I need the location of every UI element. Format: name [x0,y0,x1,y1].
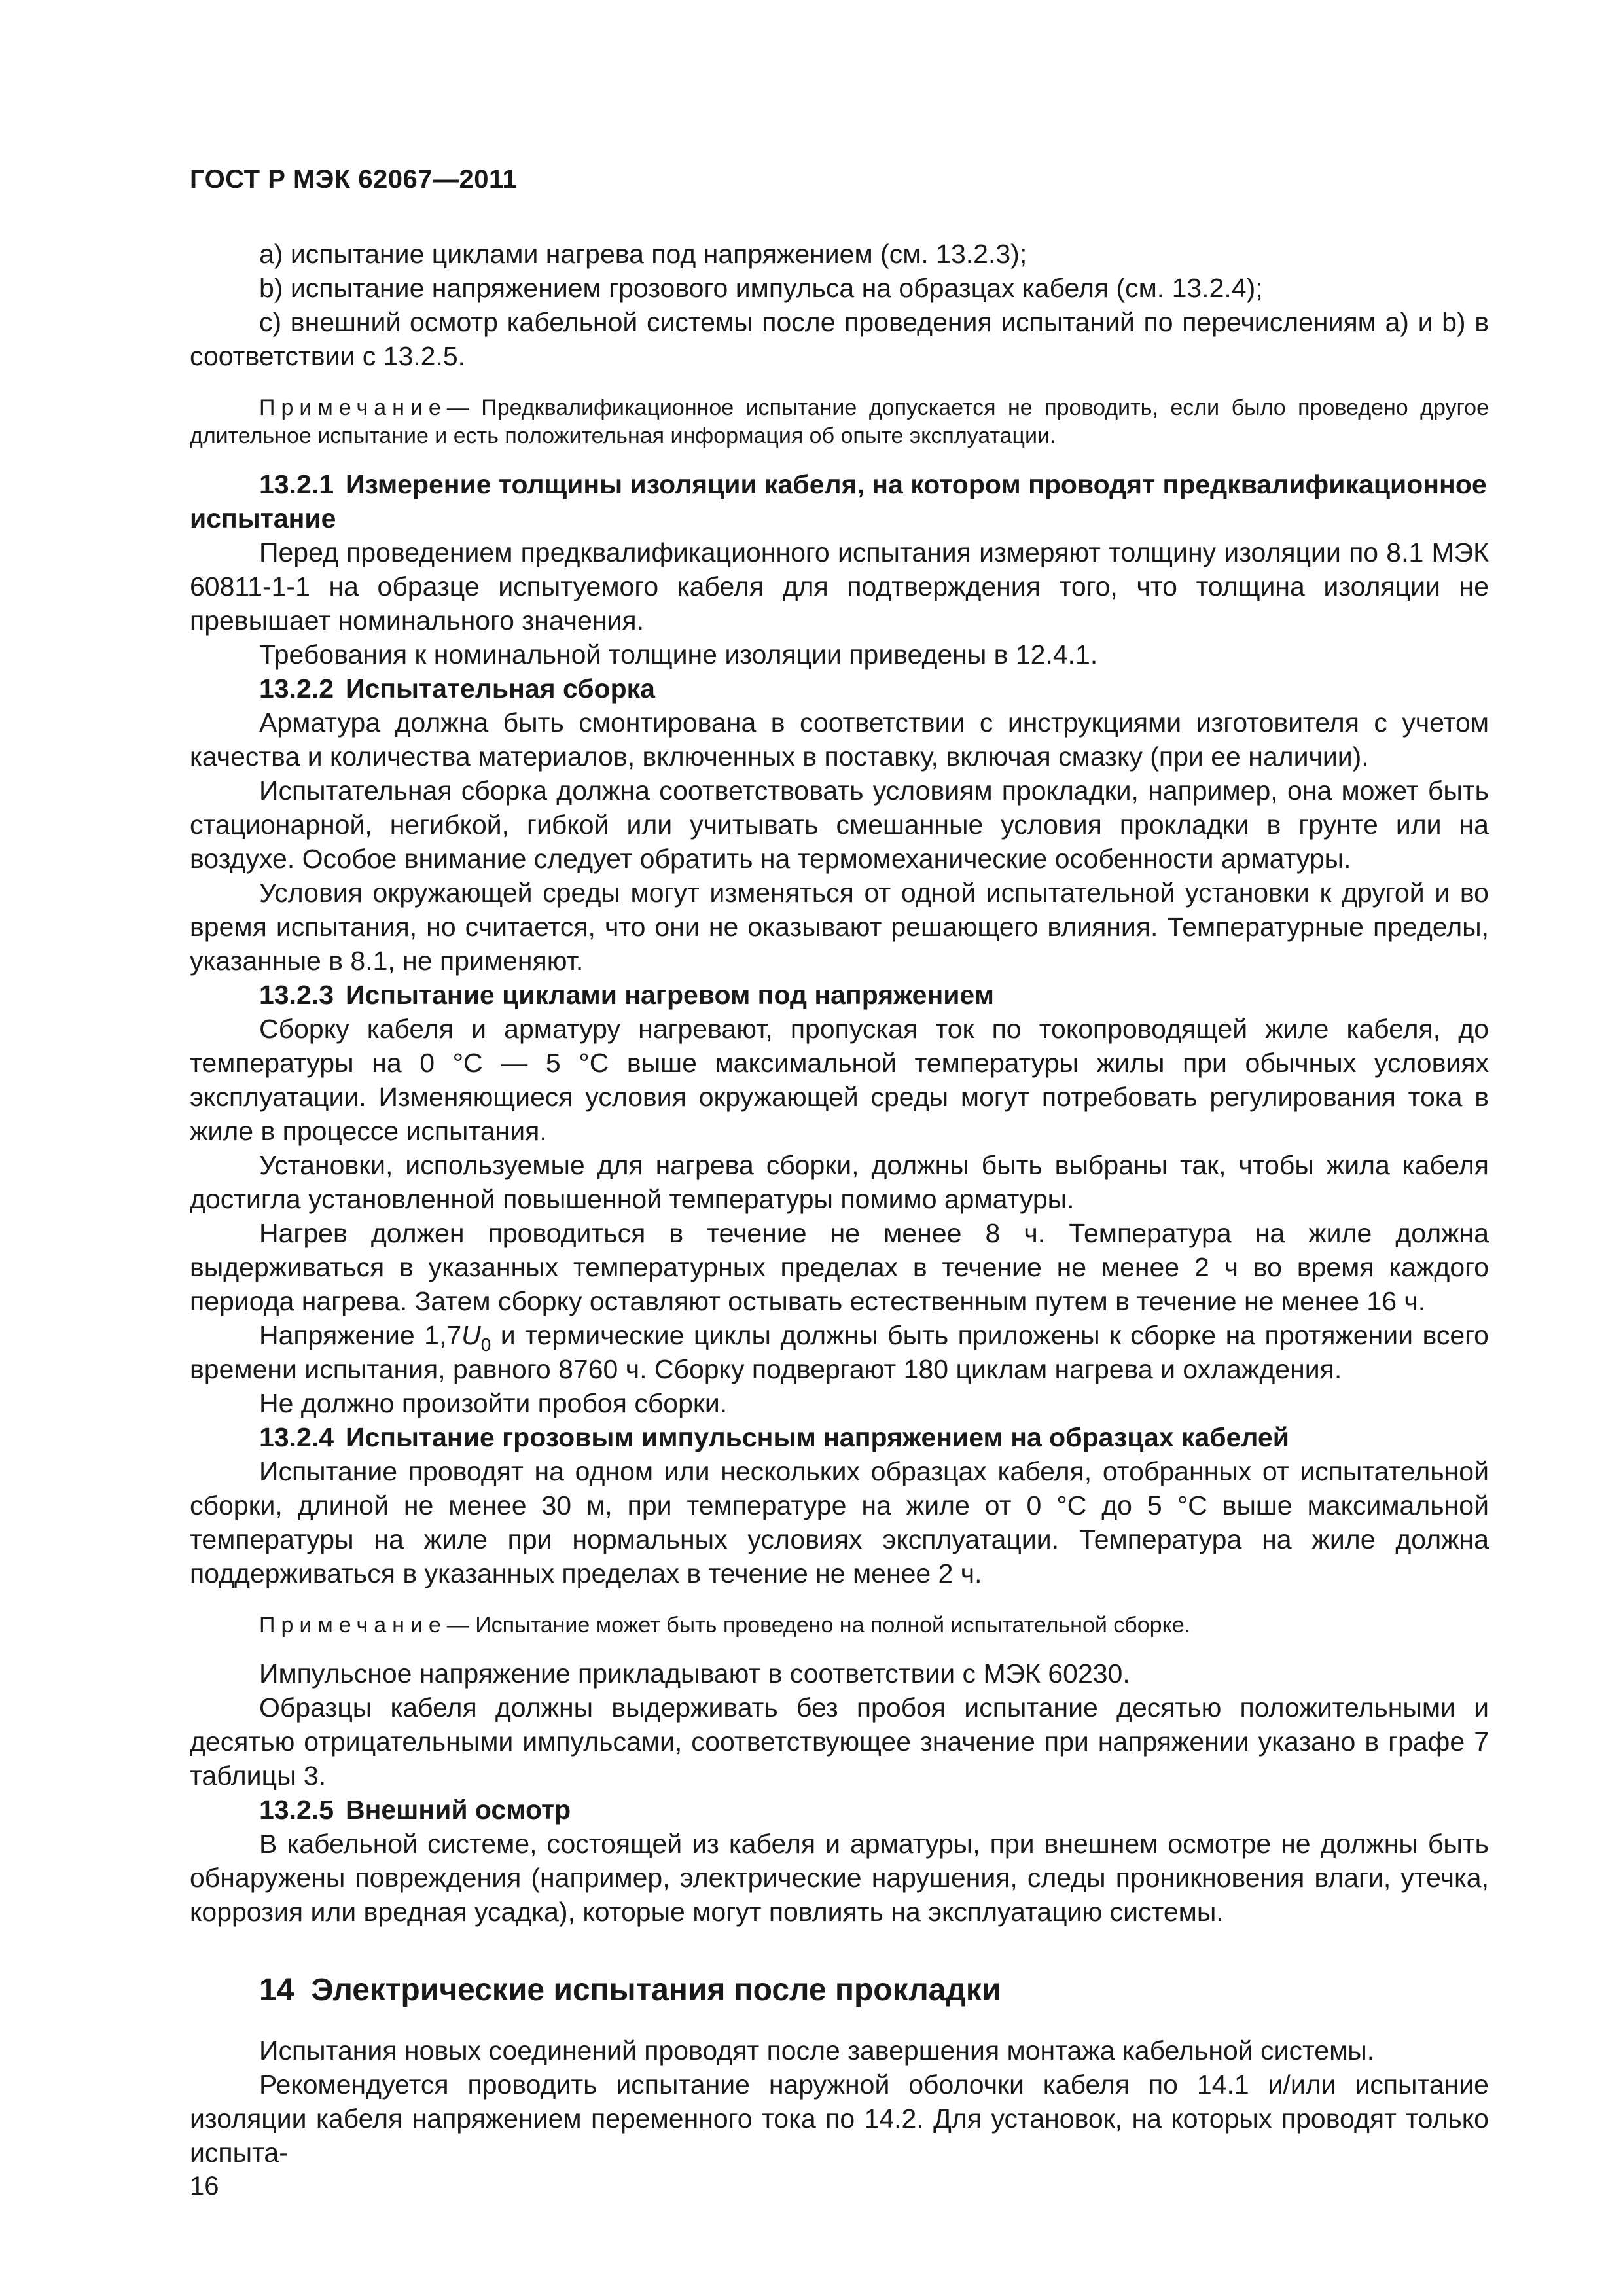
subsection-title: Внешний осмотр [346,1795,571,1825]
list-item: c) внешний осмотр кабельной системы после проведения испытаний по перечислениям a) и b) в соответствии с 13.2.5. [190,307,1489,371]
subsection-title: Испытание циклами нагревом под напряжением [346,980,995,1010]
section-number: 14 [259,1973,294,2007]
text-run: Напряжение 1,7 [259,1320,462,1350]
subsection-number: 13.2.1 [259,469,334,499]
note-text: — Испытание может быть проведено на полной испытательной сборке. [446,1613,1191,1638]
list-item: b) испытание напряжением грозового импульса на образцах кабеля (см. 13.2.4); [259,273,1263,303]
paragraph: Образцы кабеля должны выдерживать без пробоя испытание десятью положительными и десятью отрицательными импульсами, соответствующее значение при напряжении указано в графе 7 таблицы 3. [190,1693,1489,1791]
subsection-title: Испытание грозовым импульсным напряжением на образцах кабелей [346,1422,1289,1452]
paragraph: Не должно произойти пробоя сборки. [259,1388,728,1418]
note-label: Примечание [259,1613,447,1638]
symbol-subscript: 0 [480,1335,491,1355]
note-prequalification [190,394,1489,450]
page-number: 16 [190,2172,219,2200]
subsection-heading-13-2-4 [190,1420,1489,1454]
subsection-number: 13.2.4 [259,1422,334,1452]
page-content [190,237,1489,2170]
text-run: и термические циклы должны быть приложены к сборке на протяжении всего времени испытания, равного 8760 ч. Сборку подвергают 180 циклам нагрева и охлаждения. [190,1320,1489,1384]
paragraph: Условия окружающей среды могут изменяться от одной испытательной установки к другой и во время испытания, но считается, что они не оказывают решающего влияния. Температурные пределы, указанные в 8.1, не применяют. [190,878,1489,976]
paragraph: Нагрев должен проводиться в течение не менее 8 ч. Температура на жиле должна выдерживаться в указанных температурных пределах в течение не менее 2 ч во время каждого периода нагрева. Затем сборку оставляют остывать естественным путем в течение не менее 16 ч. [190,1218,1489,1316]
paragraph: Испытательная сборка должна соответствовать условиям прокладки, например, она может быть стационарной, негибкой, гибкой или учитывать смешанные условия прокладки в грунте или на воздухе. Особое внимание следует обратить на термомеханические особенности арматуры. [190,776,1489,874]
note-full-assembly [190,1611,1489,1640]
subsection-number: 13.2.2 [259,673,334,704]
symbol-u: U [461,1320,481,1350]
section-title: Электрические испытания после прокладки [311,1973,1001,2007]
subsection-heading-13-2-5 [190,1793,1489,1827]
paragraph: Перед проведением предквалификационного испытания измеряют толщину изоляции по 8.1 МЭК 60811-1-1 на образце испытуемого кабеля для подтверждения того, что толщина изоляции не превышает номинального значения. [190,537,1489,636]
paragraph: Импульсное напряжение прикладывают в соответствии с МЭК 60230. [259,1659,1130,1689]
paragraph: Требования к номинальной толщине изоляции приведены в 12.4.1. [259,639,1098,670]
paragraph: В кабельной системе, состоящей из кабеля и арматуры, при внешнем осмотре не должны быть обнаружены повреждения (например, электрические нарушения, следы проникновения влаги, утечка, коррозия или вредная усадка), которые могут повлиять на эксплуатацию системы. [190,1829,1489,1927]
document-code-header: ГОСТ Р МЭК 62067—2011 [190,165,518,194]
subsection-heading-13-2-2 [190,672,1489,706]
note-text: — Предквалификационное испытание допускается не проводить, если было проведено другое длительное испытание и есть положительная информация об опыте эксплуатации. [190,395,1489,448]
subsection-heading-13-2-3 [190,978,1489,1012]
list-item: a) испытание циклами нагрева под напряжением (см. 13.2.3); [259,239,1027,269]
subsection-title: Испытательная сборка [346,673,655,704]
test-sequence-list [190,237,1489,373]
paragraph: Арматура должна быть смонтирована в соответствии с инструкциями изготовителя с учетом качества и количества материалов, включенных в поставку, включая смазку (при ее наличии). [190,708,1489,772]
paragraph: Сборку кабеля и арматуру нагревают, пропуская ток по токопроводящей жиле кабеля, до температуры на 0 °С — 5 °С выше максимальной температуры жилы при обычных условиях эксплуатации. Изменяющиеся условия окружающей среды могут потребовать регулирования тока в жиле в процессе испытания. [190,1014,1489,1146]
paragraph: Рекомендуется проводить испытание наружной оболочки кабеля по 14.1 и/или испытание изоляции кабеля напряжением переменного тока по 14.2. Для установок, на которых проводят только испыта- [190,2070,1489,2168]
paragraph: Испытания новых соединений проводят после завершения монтажа кабельной системы. [259,2036,1375,2066]
section-heading-14 [190,1971,1489,2010]
subsection-number: 13.2.5 [259,1795,334,1825]
subsection-heading-13-2-1 [190,467,1489,535]
paragraph: Установки, используемые для нагрева сборки, должны быть выбраны так, чтобы жила кабеля достигла установленной повышенной температуры помимо арматуры. [190,1150,1489,1214]
paragraph-voltage [190,1318,1489,1386]
subsection-number: 13.2.3 [259,980,334,1010]
note-label: Примечание [259,395,447,420]
subsection-title: Измерение толщины изоляции кабеля, на котором проводят предквалификационное испытание [190,469,1487,533]
paragraph: Испытание проводят на одном или нескольких образцах кабеля, отобранных от испытательной сборки, длиной не менее 30 м, при температуре на жиле от 0 °С до 5 °С выше максимальной температуры на жиле при нормальных условиях эксплуатации. Температура на жиле должна поддерживаться в указанных пределах в течение не менее 2 ч. [190,1456,1489,1588]
